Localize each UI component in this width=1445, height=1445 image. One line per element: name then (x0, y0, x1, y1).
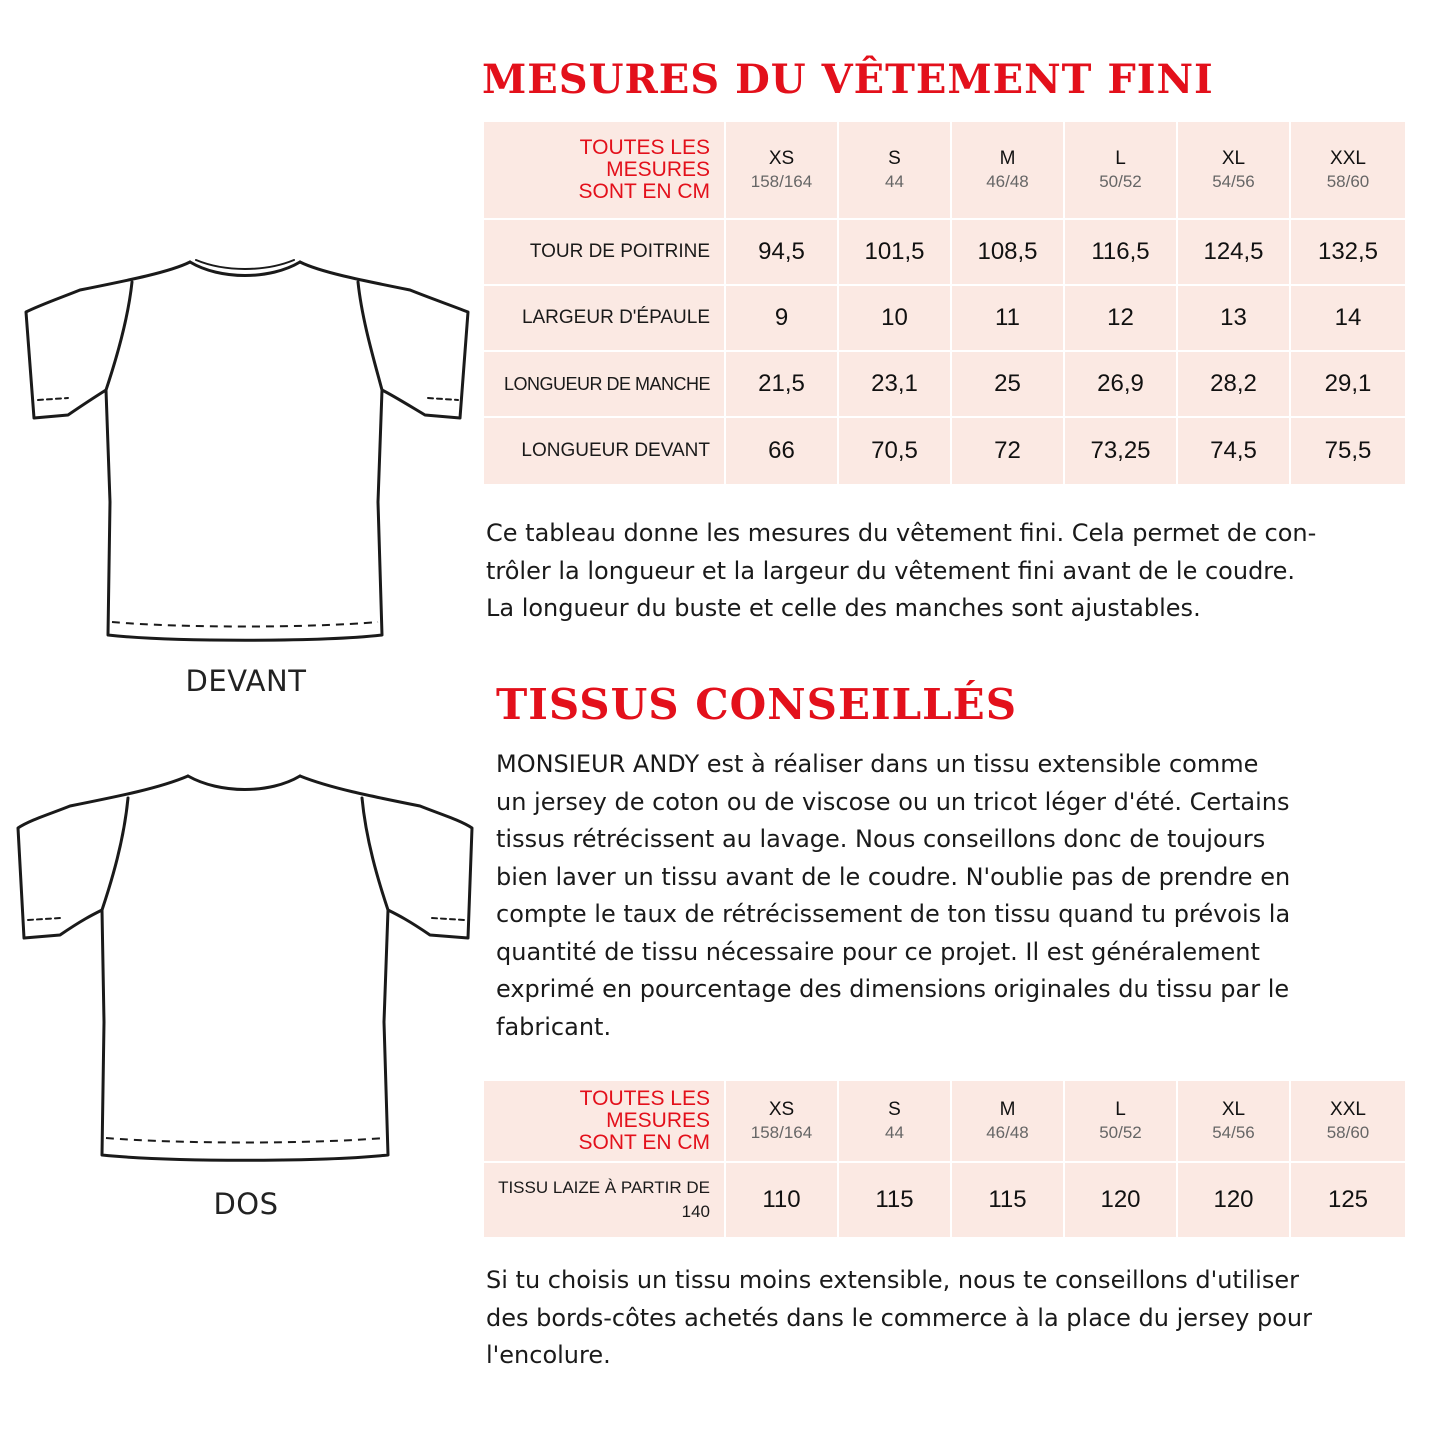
fabrics-description: MONSIEUR ANDY est à réaliser dans un tissu extensible comme un jersey de coton ou de viscose ou un tricot léger d'été. Certains tissus rétrécissent au lavage. Nous conseillons donc de toujours bien laver un tissu avant de le coudre. N'oublie pas de prendre en compte le taux de rétrécissement de ton tissu quand tu prévois la quantité de tissu nécessaire pour ce projet. Il est généralement exprimé en pourcentage des dimensions originales du tissu par le fabricant. (496, 750, 1291, 1041)
table-row (484, 286, 1405, 352)
table-cell: 110 (726, 1163, 839, 1237)
table-cell: 125 (1291, 1163, 1405, 1237)
table-cell: 115 (952, 1163, 1065, 1237)
table-cell: 74,5 (1178, 418, 1291, 484)
row-label: TISSU LAIZE À PARTIR DE 140 (484, 1163, 726, 1237)
table-cell: 9 (726, 286, 839, 352)
size-header: L 50/52 (1065, 122, 1178, 220)
units-note: TOUTES LES MESURES SONT EN CM (484, 122, 726, 220)
size-header: L 50/52 (1065, 1081, 1178, 1163)
size-header: XL 54/56 (1178, 1081, 1291, 1163)
table-cell: 132,5 (1291, 220, 1405, 286)
table-cell: 116,5 (1065, 220, 1178, 286)
size-header: S 44 (839, 1081, 952, 1163)
tshirt-front-drawing (20, 250, 475, 650)
size-header: XS 158/164 (726, 122, 839, 220)
table-cell: 73,25 (1065, 418, 1178, 484)
size-header: M 46/48 (952, 122, 1065, 220)
size-header: XXL 58/60 (1291, 122, 1405, 220)
table-cell: 25 (952, 352, 1065, 418)
row-label: TOUR DE POITRINE (484, 220, 726, 286)
measurements-description: Ce tableau donne les mesures du vêtement fini. Cela permet de con- trôler la longueur et la largeur du vêtement fini avant de le coudre. La longueur du buste et celle des manches sont ajustables. (486, 519, 1317, 622)
table-cell: 75,5 (1291, 418, 1405, 484)
finished-measurements-title: MESURES DU VÊTEMENT FINI (482, 56, 1214, 103)
table-cell: 12 (1065, 286, 1178, 352)
table-header-row (484, 1081, 1405, 1163)
table-cell: 11 (952, 286, 1065, 352)
table-cell: 101,5 (839, 220, 952, 286)
table-row (484, 1163, 1405, 1237)
fabrics-note: Si tu choisis un tissu moins extensible, nous te conseillons d'utiliser des bords-côtes achetés dans le commerce à la place du jersey pour l'encolure. (486, 1266, 1312, 1369)
finished-measurements-table (484, 122, 1405, 484)
units-note: TOUTES LES MESURES SONT EN CM (484, 1081, 726, 1163)
table-header-row (484, 122, 1405, 220)
table-cell: 108,5 (952, 220, 1065, 286)
row-label: LONGUEUR DE MANCHE (484, 352, 726, 418)
fabrics-title: TISSUS CONSEILLÉS (496, 680, 1018, 729)
size-header: XL 54/56 (1178, 122, 1291, 220)
table-cell: 72 (952, 418, 1065, 484)
table-row (484, 352, 1405, 418)
table-cell: 26,9 (1065, 352, 1178, 418)
size-header: S 44 (839, 122, 952, 220)
table-cell: 120 (1178, 1163, 1291, 1237)
row-label: LARGEUR D'ÉPAULE (484, 286, 726, 352)
size-header: XS 158/164 (726, 1081, 839, 1163)
table-cell: 10 (839, 286, 952, 352)
size-header: M 46/48 (952, 1081, 1065, 1163)
table-cell: 70,5 (839, 418, 952, 484)
table-cell: 124,5 (1178, 220, 1291, 286)
table-cell: 94,5 (726, 220, 839, 286)
table-row (484, 220, 1405, 286)
table-cell: 14 (1291, 286, 1405, 352)
row-label: LONGUEUR DEVANT (484, 418, 726, 484)
table-cell: 13 (1178, 286, 1291, 352)
table-cell: 23,1 (839, 352, 952, 418)
table-cell: 28,2 (1178, 352, 1291, 418)
fabric-width-table (484, 1081, 1405, 1237)
front-label: DEVANT (185, 664, 307, 698)
table-cell: 21,5 (726, 352, 839, 418)
table-cell: 29,1 (1291, 352, 1405, 418)
table-cell: 66 (726, 418, 839, 484)
back-label: DOS (213, 1187, 279, 1221)
table-cell: 115 (839, 1163, 952, 1237)
table-cell: 120 (1065, 1163, 1178, 1237)
size-header: XXL 58/60 (1291, 1081, 1405, 1163)
tshirt-back-drawing (10, 770, 480, 1170)
table-row (484, 418, 1405, 484)
